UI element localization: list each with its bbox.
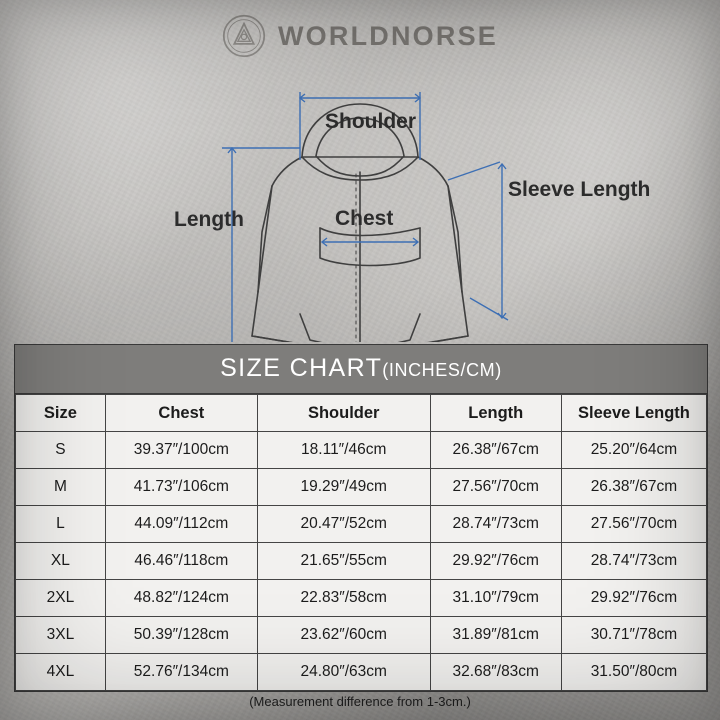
table-header-row [16,395,707,432]
cell-length: 31.10″/79cm [430,580,561,617]
column-header-size: Size [16,395,106,432]
table-row [16,432,707,469]
cell-size: 3XL [16,617,106,654]
cell-sleeve: 29.92″/76cm [561,580,706,617]
size-chart-table [15,394,707,691]
cell-chest: 50.39″/128cm [105,617,257,654]
cell-length: 31.89″/81cm [430,617,561,654]
label-shoulder: Shoulder [325,110,417,133]
cell-shoulder: 19.29″/49cm [257,469,430,506]
label-length: Length [174,208,244,231]
cell-length: 26.38″/67cm [430,432,561,469]
table-row [16,469,707,506]
size-chart-title-units: (INCHES/CM) [382,360,502,380]
table-row [16,617,707,654]
cell-length: 27.56″/70cm [430,469,561,506]
cell-size: XL [16,543,106,580]
cell-shoulder: 24.80″/63cm [257,654,430,691]
cell-chest: 41.73″/106cm [105,469,257,506]
table-row [16,506,707,543]
cell-chest: 48.82″/124cm [105,580,257,617]
cell-size: 4XL [16,654,106,691]
cell-chest: 52.76″/134cm [105,654,257,691]
cell-shoulder: 22.83″/58cm [257,580,430,617]
size-chart-title-text: SIZE CHART [220,354,383,382]
column-header-chest: Chest [105,395,257,432]
cell-chest: 46.46″/118cm [105,543,257,580]
cell-length: 28.74″/73cm [430,506,561,543]
cell-size: 2XL [16,580,106,617]
cell-sleeve: 27.56″/70cm [561,506,706,543]
label-sleeve-length: Sleeve Length [508,178,651,201]
cell-size: M [16,469,106,506]
cell-chest: 44.09″/112cm [105,506,257,543]
cell-sleeve: 28.74″/73cm [561,543,706,580]
cell-sleeve: 26.38″/67cm [561,469,706,506]
measurement-footnote: (Measurement difference from 1-3cm.) [249,694,471,709]
brand-name: WORLDNORSE [278,20,498,51]
column-header-sleeve-length: Sleeve Length [561,395,706,432]
column-header-length: Length [430,395,561,432]
cell-shoulder: 18.11″/46cm [257,432,430,469]
cell-length: 29.92″/76cm [430,543,561,580]
garment-diagram [0,52,720,342]
cell-sleeve: 31.50″/80cm [561,654,706,691]
table-row [16,654,707,691]
size-chart-table-container [14,344,708,692]
cell-shoulder: 21.65″/55cm [257,543,430,580]
table-row [16,543,707,580]
table-row [16,580,707,617]
label-chest: Chest [335,207,394,230]
column-header-shoulder: Shoulder [257,395,430,432]
cell-chest: 39.37″/100cm [105,432,257,469]
cell-shoulder: 23.62″/60cm [257,617,430,654]
size-chart-title [15,345,707,394]
cell-shoulder: 20.47″/52cm [257,506,430,543]
cell-sleeve: 25.20″/64cm [561,432,706,469]
cell-size: S [16,432,106,469]
cell-length: 32.68″/83cm [430,654,561,691]
cell-sleeve: 30.71″/78cm [561,617,706,654]
cell-size: L [16,506,106,543]
